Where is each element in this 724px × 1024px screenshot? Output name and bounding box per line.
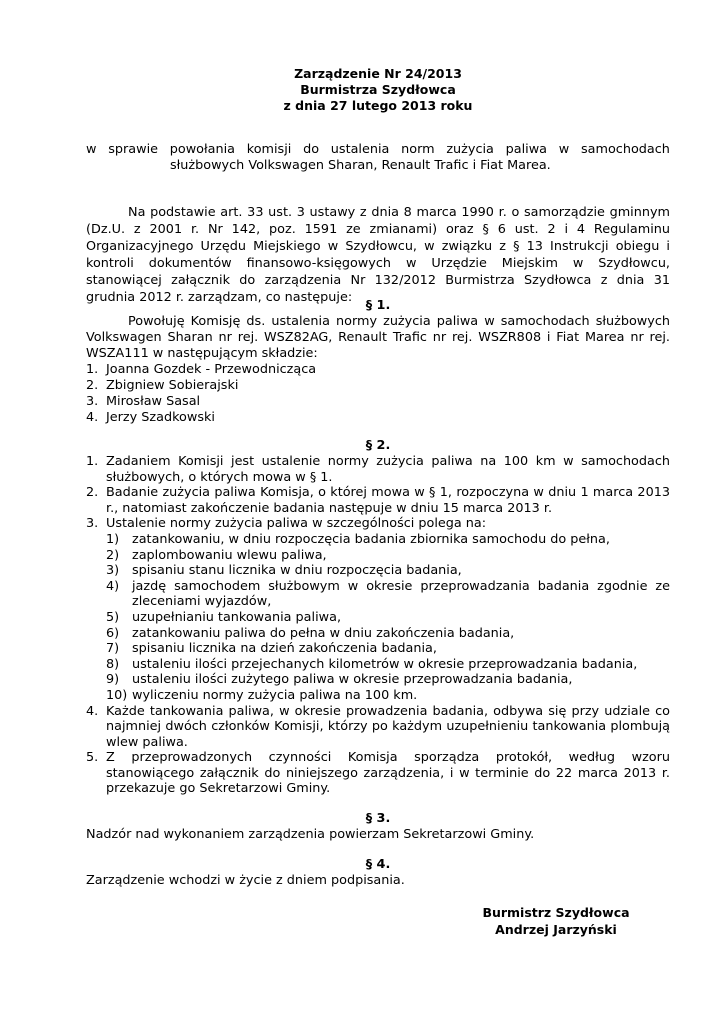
sub-list-number: 3) [106, 563, 120, 579]
ordinance-title: Zarządzenie Nr 24/2013 [294, 66, 462, 81]
section-4-heading: § 4. [365, 857, 391, 872]
list-item [86, 485, 670, 516]
list-number: 4. [86, 703, 99, 719]
list-text: Każde tankowania paliwa, w okresie prowadzenia badania, odbywa się przy udziale co najmniej dwóch członków Komisji, którzy po każdym uzupełnieniu tankowania plombują wlew paliwa. [106, 703, 670, 750]
sub-list-item [86, 579, 670, 610]
document-header [86, 66, 670, 114]
list-item [86, 378, 670, 394]
sub-list-number: 5) [106, 609, 120, 625]
section-1-heading: § 1. [365, 298, 391, 313]
section-3-text: Nadzór nad wykonaniem zarządzenia powierzam Sekretarzowi Gminy. [86, 827, 535, 842]
list-item [86, 454, 670, 485]
sub-list-text: zatankowaniu, w dniu rozpoczęcia badania zbiornika samochodu do pełna, [132, 531, 610, 547]
sub-list-number: 2) [106, 547, 120, 563]
sub-list-number: 6) [106, 625, 120, 641]
section-2-list-continued [86, 704, 670, 798]
section-4-text: Zarządzenie wchodzi w życie z dniem podpisania. [86, 873, 405, 888]
list-number: 4. [86, 410, 99, 425]
subject-word: ustalenia [330, 142, 390, 157]
sub-list-text: spisaniu licznika na dzień zakończenia badania, [132, 641, 437, 657]
section-2-list [86, 454, 670, 532]
subject-word: komisji [246, 142, 292, 157]
sub-list-item [86, 688, 670, 704]
member-name: Jerzy Szadkowski [106, 410, 215, 425]
list-number: 1. [86, 454, 99, 469]
sub-list-item [86, 548, 670, 564]
sub-list-text: wyliczeniu normy zużycia paliwa na 100 km. [132, 687, 418, 703]
section-3 [86, 810, 670, 843]
subject-word: powołania [169, 142, 235, 157]
list-number: 2. [86, 485, 99, 501]
sub-list-item [86, 563, 670, 579]
sub-list-text: uzupełnianiu tankowania paliwa, [132, 609, 342, 625]
list-item [86, 750, 670, 797]
subject-word: do [303, 142, 320, 157]
subject-word: samochodach [581, 142, 670, 157]
list-item [86, 410, 670, 426]
sub-list-text: ustaleniu ilości zużytego paliwa w okresie przeprowadzania badania, [132, 672, 573, 688]
member-name: Zbigniew Sobierajski [106, 378, 239, 393]
list-item [86, 516, 670, 532]
ordinance-date: z dnia 27 lutego 2013 roku [283, 98, 473, 113]
subject-word: zużycia [446, 142, 494, 157]
sub-list-text: ustaleniu ilości przejechanych kilometrów w okresie przeprowadzania badania, [132, 656, 638, 672]
subject-word: sprawie [108, 142, 159, 157]
sub-list-item [86, 626, 670, 642]
sub-list-number: 10) [106, 687, 128, 703]
signatory-name: Andrzej Jarzyński [495, 922, 617, 937]
list-item [86, 394, 670, 410]
sub-list-text: zatankowaniu paliwa do pełna w dniu zakończenia badania, [132, 625, 515, 641]
subject-line-2: służbowych Volkswagen Sharan, Renault Trafic i Fiat Marea. [170, 158, 551, 173]
list-number: 3. [86, 394, 99, 409]
sub-list-number: 1) [106, 531, 120, 547]
subject-word: w [86, 142, 97, 157]
section-2-sublist [86, 532, 670, 704]
sub-list-number: 7) [106, 641, 120, 657]
sub-list-number: 4) [106, 578, 120, 594]
list-number: 1. [86, 362, 99, 377]
list-text: Zadaniem Komisji jest ustalenie normy zużycia paliwa na 100 km w samochodach służbowych, o których mowa w § 1. [106, 454, 670, 485]
list-item [86, 362, 670, 378]
sub-list-item [86, 641, 670, 657]
committee-members [86, 362, 670, 426]
subject-word: paliwa [505, 142, 548, 157]
sub-list-item [86, 532, 670, 548]
section-4 [86, 856, 670, 889]
sub-list-number: 8) [106, 656, 120, 672]
sub-list-text: jazdę samochodem służbowym w okresie przeprowadzania badania zgodnie ze zleceniami wyjazdów, [132, 578, 670, 610]
sub-list-number: 9) [106, 672, 120, 688]
list-text: Z przeprowadzonych czynności Komisja sporządza protokół, według wzoru stanowiącego załącznik do niniejszego zarządzenia, i w terminie do 22 marca 2013 r. przekazuje go Sekretarzowi Gminy. [106, 750, 670, 797]
list-number: 3. [86, 516, 99, 532]
sub-list-text: spisaniu stanu licznika w dniu rozpoczęcia badania, [132, 563, 462, 579]
section-1-text: Powołuję Komisję ds. ustalenia normy zużycia paliwa w samochodach służbowych Volkswagen Sharan nr rej. WSZ82AG, Renault Trafic nr rej. WSZR808 i Fiat Marea nr rej. WSZA111 w następującym składzie: [86, 314, 670, 361]
subject-word: w [558, 142, 570, 157]
section-3-heading: § 3. [365, 811, 391, 826]
section-2-heading: § 2. [365, 438, 391, 453]
sub-list-item [86, 610, 670, 626]
list-number: 2. [86, 378, 99, 393]
issuer: Burmistrza Szydłowca [300, 82, 456, 97]
sub-list-item [86, 672, 670, 688]
sub-list-item [86, 657, 670, 673]
subject-line-1 [86, 142, 670, 158]
subject-word: norm [401, 142, 435, 157]
member-name: Mirosław Sasal [106, 394, 201, 409]
list-item [86, 704, 670, 751]
legal-basis: Na podstawie art. 33 ust. 3 ustawy z dnia 8 marca 1990 r. o samorządzie gminnym (Dz.U. z 2001 r. Nr 142, poz. 1591 ze zmianami) oraz § 6 ust. 2 i 4 Regulaminu Organizacyjnego Urzędu Miejskiego w Szydłowcu, w związku z § 13 Instrukcji obiegu i kontroli dokumentów finansowo-księgowych w Urzędzie Miejskim w Szydłowcu, stanowiącej załącznik do zarządzenia Nr 132/2012 Burmistrza Szydłowca z dnia 31 grudnia 2012 r. zarządzam, co następuje: [86, 205, 670, 305]
signatory-title: Burmistrz Szydłowca [482, 905, 630, 920]
list-text: Badanie zużycia paliwa Komisja, o której mowa w § 1, rozpoczyna w dniu 1 marca 2013 r., natomiast zakończenie badania następuje w dniu 15 marca 2013 r. [106, 485, 670, 516]
section-2 [86, 437, 670, 797]
list-number: 5. [86, 750, 99, 766]
member-name: Joanna Gozdek - Przewodnicząca [106, 362, 317, 377]
subject [86, 142, 670, 174]
section-1 [86, 297, 670, 426]
signature-block [436, 904, 676, 938]
sub-list-text: zaplombowaniu wlewu paliwa, [132, 547, 327, 563]
list-text: Ustalenie normy zużycia paliwa w szczególności polega na: [106, 516, 487, 532]
